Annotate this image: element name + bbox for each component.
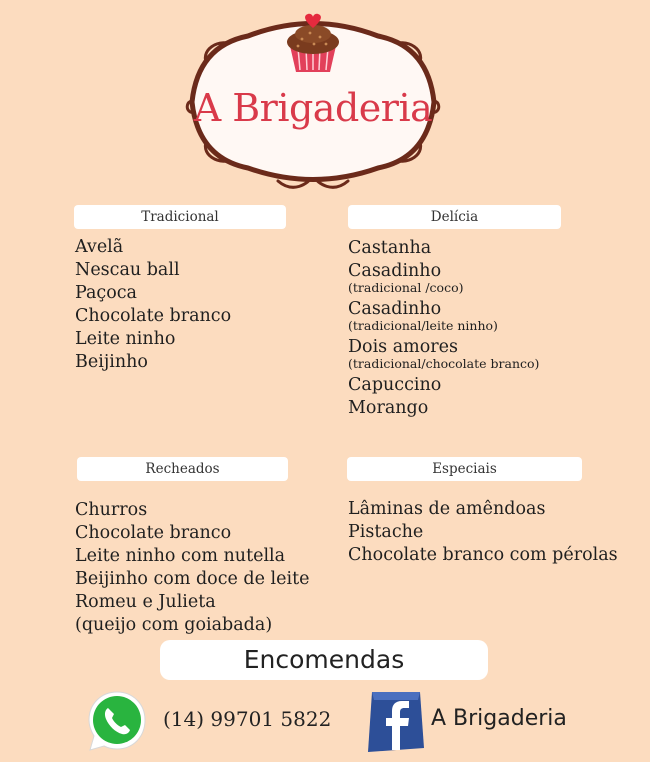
list-item: Chocolate branco [75,523,232,543]
item-name: Morango [348,398,429,418]
list-item: Chocolate branco com pérolas [348,545,618,565]
list-item: Lâminas de amêndoas [348,499,546,519]
list-recheados [75,499,310,637]
orders-banner: Encomendas [160,640,488,680]
list-item [348,260,539,295]
section-title-tradicional: Tradicional [74,205,286,229]
list-item: Leite ninho com nutella [75,546,286,566]
whatsapp-icon[interactable] [84,688,150,754]
facebook-icon[interactable] [364,688,426,754]
list-item: Churros [75,500,148,520]
item-name: Casadinho [348,299,442,319]
list-item: Chocolate branco [75,306,232,326]
list-item: Romeu e Julieta [75,592,216,612]
section-title-delicia: Delícia [348,205,561,229]
brand-name: A Brigaderia [193,86,433,130]
list-item: Nescau ball [75,260,180,280]
section-title-especiais: Especiais [347,457,582,481]
list-item [348,298,539,333]
list-item: Pistache [348,522,424,542]
item-note: (tradicional/leite ninho) [348,318,498,333]
list-item [348,397,539,420]
list-item [348,336,539,371]
brand-logo [178,6,448,196]
item-name: Dois amores [348,337,458,357]
list-item: Avelã [75,237,124,257]
list-tradicional [75,236,231,374]
item-name: Capuccino [348,375,442,395]
item-note: (tradicional/chocolate branco) [348,356,540,371]
list-item [348,374,539,397]
item-note: (tradicional /coco) [348,280,464,295]
list-item [348,237,539,260]
list-item: (queijo com goiabada) [75,615,273,635]
section-title-recheados: Recheados [77,457,288,481]
item-name: Casadinho [348,261,442,281]
item-name: Castanha [348,238,432,258]
list-especiais [348,498,618,567]
list-item: Leite ninho [75,329,176,349]
phone-number[interactable]: (14) 99701 5822 [163,707,332,731]
list-item: Paçoca [75,283,137,303]
facebook-page-name[interactable]: A Brigaderia [431,706,567,731]
list-item: Beijinho com doce de leite [75,569,310,589]
list-item: Beijinho [75,352,148,372]
list-delicia [348,237,539,420]
